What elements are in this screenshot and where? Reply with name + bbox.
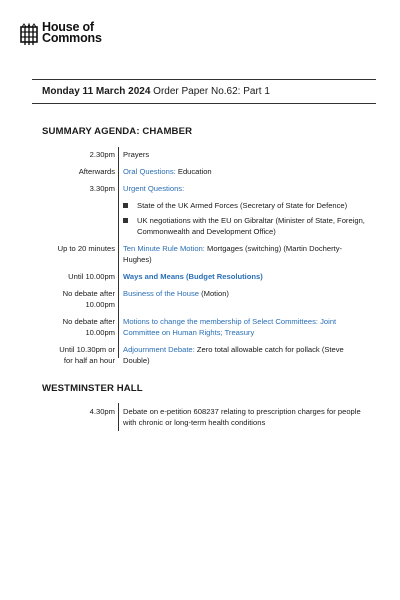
agenda-item-select-committees [40,316,370,338]
westminster-hall-section-title: WESTMINSTER HALL [42,383,143,394]
urgent-questions-link[interactable]: Urgent Questions: [123,184,185,193]
agenda-item-e-petition-debate [40,406,370,428]
portcullis-icon [20,23,38,47]
agenda-item-ways-and-means [40,271,370,282]
oral-questions-link[interactable]: Oral Questions: [123,167,176,176]
agenda-text: Education [175,167,212,176]
header-bottom-rule [32,103,376,104]
agenda-time: 3.30pm [89,184,115,193]
urgent-question-bullet [123,200,370,211]
ways-and-means-link[interactable]: Ways and Means (Budget Resolutions) [123,272,263,281]
square-bullet-icon [123,218,128,223]
house-of-commons-logo [20,22,102,47]
chamber-section-title: SUMMARY AGENDA: CHAMBER [42,126,193,137]
square-bullet-icon [123,203,128,208]
bullet-text: UK negotiations with the EU on Gibraltar (Minister of State, Foreign, Commonwealth and Development Office) [137,216,365,236]
adjournment-debate-link[interactable]: Adjournment Debate: [123,345,195,354]
agenda-item-oral-questions [40,166,370,177]
order-paper-date: Monday 11 March 2024 [42,86,151,97]
agenda-time: Up to 20 minutes [57,244,115,253]
agenda-time: No debate after 10.00pm [62,289,115,309]
logo-line-2: Commons [42,31,102,45]
business-of-the-house-link[interactable]: Business of the House [123,289,199,298]
agenda-time: 2.30pm [89,150,115,159]
order-paper-number: Order Paper No.62: Part 1 [153,86,270,97]
select-committees-link[interactable]: Motions to change the membership of Select Committees: Joint Committee on Human Rights; Treasury [123,317,337,337]
agenda-time: Until 10.00pm [68,272,115,281]
westminster-hall-agenda [40,406,370,428]
order-paper-heading [42,86,270,97]
agenda-item-business-of-the-house [40,288,370,310]
chamber-agenda [40,149,370,366]
agenda-item-ten-minute-rule [40,243,370,265]
logo-line-1: House of [42,20,94,34]
agenda-time: Until 10.30pm or for half an hour [59,345,115,365]
agenda-text: Prayers [123,150,150,159]
agenda-time: No debate after 10.00pm [62,317,115,337]
agenda-text: Mortgages (switching) (Martin Docherty-Hughes) [123,244,343,264]
agenda-item-prayers [40,149,370,160]
agenda-item-adjournment-debate [40,344,370,366]
agenda-time: Afterwards [78,167,115,176]
agenda-text: Zero total allowable catch for pollack (Steve Double) [123,345,344,365]
agenda-text: (Motion) [198,289,229,298]
bullet-text: State of the UK Armed Forces (Secretary of State for Defence) [137,201,348,210]
agenda-time: 4.30pm [89,407,115,416]
ten-minute-rule-link[interactable]: Ten Minute Rule Motion: [123,244,205,253]
urgent-question-bullet [123,215,370,237]
agenda-text: Debate on e-petition 608237 relating to prescription charges for people with chronic or long-term health conditions [123,407,361,427]
header-top-rule [32,79,376,80]
agenda-item-urgent-questions [40,183,370,237]
